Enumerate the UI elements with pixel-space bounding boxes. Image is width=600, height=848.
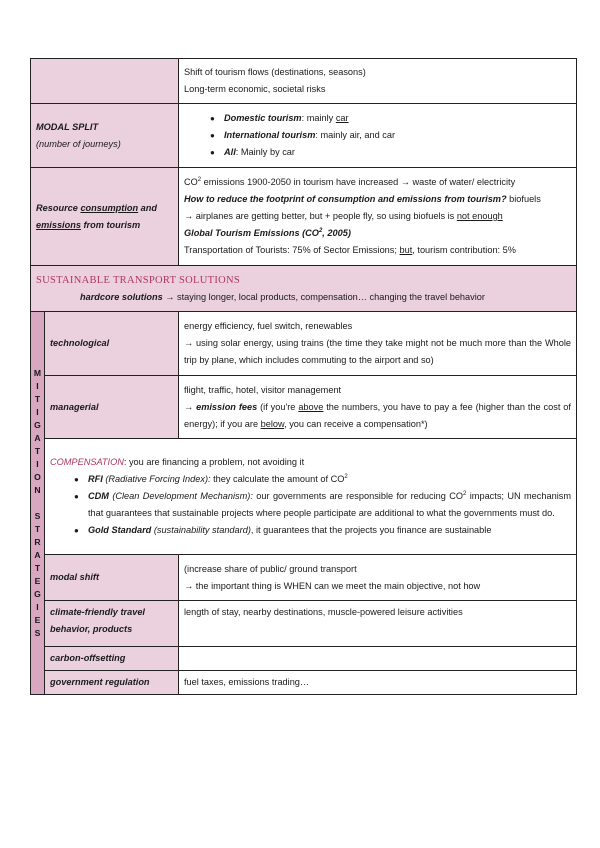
table-row xyxy=(31,647,577,671)
resource-label-cell xyxy=(31,168,179,266)
text: , you can receive a compensation*) xyxy=(284,418,428,429)
climate-content: length of stay, nearby destinations, muscle-powered leisure activities xyxy=(179,601,577,647)
text: COMPENSATION xyxy=(50,457,124,467)
domestic-value: car xyxy=(335,113,349,123)
mitigation-strategies-vertical xyxy=(31,312,45,695)
vertical-letter: E xyxy=(34,575,41,586)
notes-table xyxy=(30,58,577,695)
vertical-letter: S xyxy=(34,627,41,638)
text-line xyxy=(184,191,571,208)
vertical-letters xyxy=(31,367,44,640)
vertical-letter: A xyxy=(34,432,41,443)
vertical-letter: I xyxy=(36,406,39,417)
text: biofuels xyxy=(506,194,541,204)
vertical-letter xyxy=(31,497,44,510)
offsetting-label: carbon-offsetting xyxy=(45,647,179,671)
text: → xyxy=(184,401,197,412)
regulation-content: fuel taxes, emissions trading… xyxy=(179,671,577,695)
text: but xyxy=(399,245,413,255)
text: hardcore solutions xyxy=(80,291,163,302)
table-row xyxy=(31,168,577,266)
text: above xyxy=(298,401,324,412)
text-line: flight, traffic, hotel, visitor management xyxy=(184,384,342,395)
list-item xyxy=(206,110,571,127)
empty-label-cell xyxy=(31,59,179,104)
vertical-letter: M xyxy=(33,367,42,378)
text: (Clean Development Mechanism): xyxy=(108,491,253,501)
text-line: → the important thing is WHEN can we meet the main objective, not how xyxy=(184,580,481,591)
label-part: from tourism xyxy=(80,219,141,230)
resource-content-cell xyxy=(179,168,577,266)
modal-split-sublabel: (number of journeys) xyxy=(36,138,121,149)
table-row xyxy=(31,671,577,695)
list-item xyxy=(70,488,571,522)
text: (sustainability standard) xyxy=(151,525,251,535)
text: they calculate the amount of CO xyxy=(210,474,345,484)
text-line xyxy=(184,242,571,259)
text: Gold Standard xyxy=(88,525,152,535)
vertical-letter: E xyxy=(34,614,41,625)
vertical-letter: I xyxy=(36,380,39,391)
text-line xyxy=(184,174,571,191)
vertical-letter: G xyxy=(34,419,41,430)
modal-split-label: MODAL SPLIT xyxy=(36,121,99,132)
text: (if you're xyxy=(257,401,299,412)
vertical-letter: I xyxy=(36,458,39,469)
text: our governments are responsible for reducing CO xyxy=(252,491,464,501)
text-line: energy efficiency, fuel switch, renewables xyxy=(184,321,353,331)
text-line xyxy=(184,399,571,433)
managerial-label: managerial xyxy=(45,376,179,439)
compensation-list xyxy=(50,471,571,539)
tourism-flows-cell xyxy=(179,59,577,104)
section-subtitle xyxy=(36,289,571,306)
offsetting-content xyxy=(179,647,577,671)
all-text: : Mainly by car xyxy=(235,147,295,157)
question: How to reduce the footprint of consumption and emissions from tourism? xyxy=(184,194,507,204)
text: impacts; UN mechanism that guarantees that sustainable projects where people participate are additional to what the governments must do. xyxy=(88,491,571,518)
vertical-letter: T xyxy=(34,445,41,456)
table-row xyxy=(31,266,577,312)
text-line: (increase share of public/ ground transport xyxy=(184,563,357,574)
text: Transportation of Tourists: 75% of Sector Emissions; xyxy=(184,245,400,255)
text: : you are financing a problem, not avoiding it xyxy=(123,457,305,467)
modal-shift-label: modal shift xyxy=(45,555,179,601)
table-row xyxy=(31,555,577,601)
table-row xyxy=(31,104,577,168)
text: , 2005) xyxy=(322,228,351,238)
modal-split-label-cell xyxy=(31,104,179,168)
text: CDM xyxy=(88,491,109,501)
list-item xyxy=(206,144,571,161)
sup: 2 xyxy=(463,490,467,497)
text-line: Shift of tourism flows (destinations, seasons) xyxy=(184,67,366,77)
co2-text: CO xyxy=(184,177,198,187)
sustainable-header-cell xyxy=(31,266,577,312)
table-row xyxy=(31,59,577,104)
modal-split-content-cell xyxy=(179,104,577,168)
text: Global Tourism Emissions (CO xyxy=(184,228,319,238)
label-part: Resource xyxy=(36,202,81,213)
sup: 2 xyxy=(318,227,323,234)
list-item xyxy=(70,471,571,488)
table-row xyxy=(31,601,577,647)
list-item xyxy=(206,127,571,144)
domestic-label: Domestic tourism xyxy=(224,113,302,123)
modal-split-list xyxy=(184,110,571,161)
text-line: → using solar energy, using trains (the time they take might not be much more than the Whole trip by plane, which includes commuting to the airport and so) xyxy=(184,338,571,365)
international-text: : mainly air, and car xyxy=(315,130,396,140)
domestic-text: : mainly xyxy=(301,113,336,123)
label-part: and xyxy=(138,202,158,213)
technological-label: technological xyxy=(45,312,179,376)
text: → airplanes are getting better, but + people fly, so using biofuels is xyxy=(184,211,457,221)
text: the numbers, you have to pay a fee (higher than the cost of energy); if you are xyxy=(184,401,571,429)
vertical-letter: T xyxy=(34,523,41,534)
modal-shift-content xyxy=(179,555,577,601)
vertical-letter: T xyxy=(34,393,41,404)
vertical-letter: N xyxy=(34,484,41,495)
vertical-letter: G xyxy=(34,588,41,599)
label-part: emissions xyxy=(36,219,81,230)
text: RFI xyxy=(88,474,103,484)
text: , it guarantees that the projects you finance are sustainable xyxy=(250,525,492,535)
vertical-letter: S xyxy=(34,510,41,521)
text: emissions 1900-2050 in tourism have increased → waste of water/ electricity xyxy=(201,177,516,187)
text: below xyxy=(260,418,285,429)
text-line xyxy=(184,208,571,225)
managerial-content xyxy=(179,376,577,439)
vertical-letter: O xyxy=(34,471,41,482)
technological-content xyxy=(179,312,577,376)
text: → staying longer, local products, compensation… changing the travel behavior xyxy=(162,291,485,302)
text: (Radiative Forcing Index): xyxy=(102,474,211,484)
climate-label: climate-friendly travel behavior, products xyxy=(45,601,179,647)
regulation-label: government regulation xyxy=(45,671,179,695)
vertical-letter: R xyxy=(34,536,41,547)
table-row xyxy=(31,376,577,439)
sup: 2 xyxy=(344,473,348,480)
vertical-letter: T xyxy=(34,562,41,573)
section-title: SUSTAINABLE TRANSPORT SOLUTIONS xyxy=(36,274,241,286)
text: , tourism contribution: 5% xyxy=(412,245,516,255)
all-label: All xyxy=(224,147,236,157)
label-part: consumption xyxy=(80,202,139,213)
text: emission fees xyxy=(196,401,258,412)
table-row xyxy=(31,439,577,555)
list-item xyxy=(70,522,571,539)
vertical-letter: A xyxy=(34,549,41,560)
text-line: Long-term economic, societal risks xyxy=(184,84,326,94)
text: not enough xyxy=(456,211,503,221)
text-line xyxy=(184,225,571,242)
sup: 2 xyxy=(197,176,202,183)
international-label: International tourism xyxy=(224,130,316,140)
compensation-title xyxy=(50,454,571,471)
compensation-cell xyxy=(45,439,577,555)
table-row xyxy=(31,312,577,376)
vertical-letter: I xyxy=(36,601,39,612)
